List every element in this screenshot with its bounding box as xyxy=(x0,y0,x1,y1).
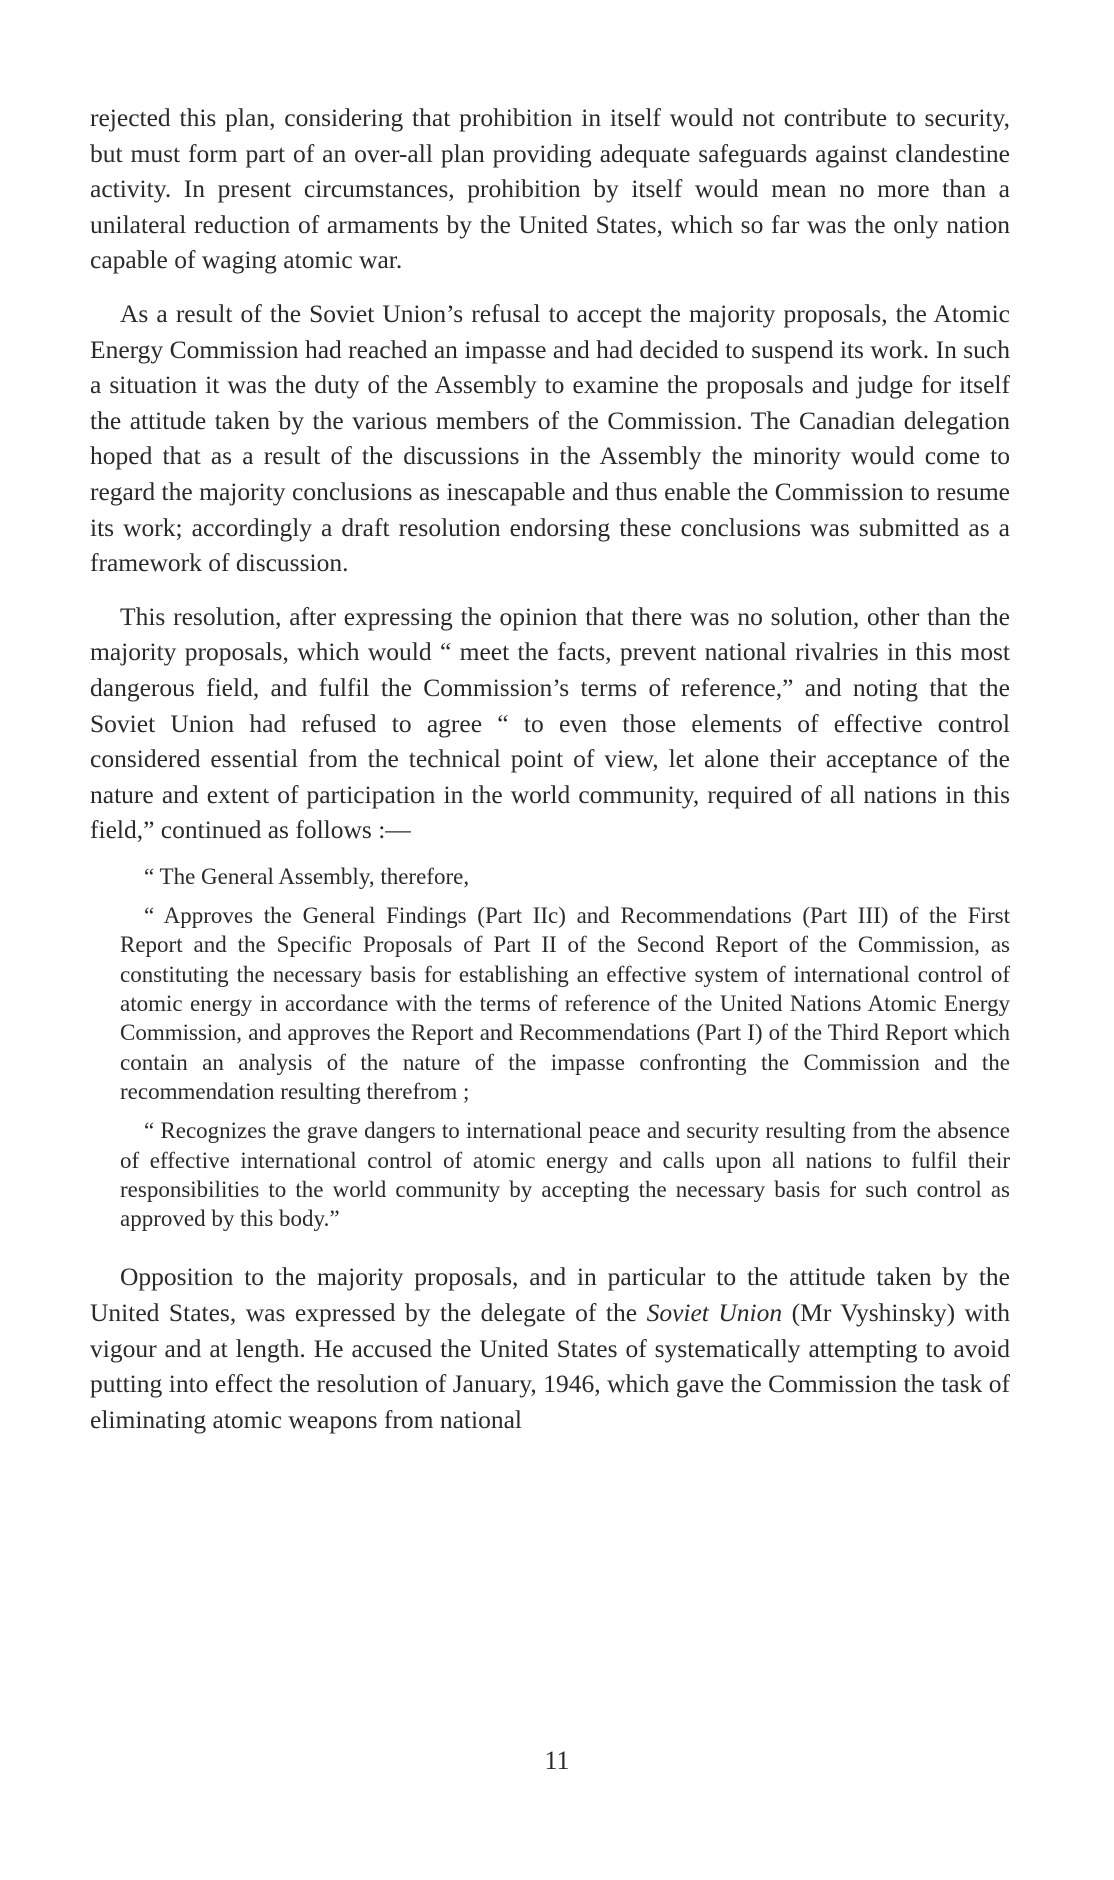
paragraph-4-end: (Mr Vyshinsky) with vigour and at length. He accused the United States of systematically attempting to avoid putting into effect the resolution of January, 1946, which gave the Commission the task of eliminating atomic weapons from national xyxy=(90,1298,1010,1434)
page-number: 11 xyxy=(544,1746,570,1775)
paragraph-4-italic: Soviet Union xyxy=(646,1298,783,1328)
quote-1: “ The General Assembly, therefore, xyxy=(144,863,470,889)
paragraph-1: rejected this plan, considering that prohibition in itself would not contribute to security, but must form part of an over-all plan providing adequate safeguards against clandestine activity. In present circumstances, prohibition by itself would mean no more than a unilateral reduction of armaments by the United States, which so far was the only nation capable of waging atomic war. xyxy=(90,103,1010,275)
quote-3: “ Recognizes the grave dangers to international peace and security resulting from the absence of effective international control of atomic energy and calls upon all nations to fulfil their responsibilities to the world community by accepting the necessary basis for such control as approved by this body.” xyxy=(120,1118,1010,1232)
quote-2: “ Approves the General Findings (Part IIc) and Recommendations (Part III) of the First Report and the Specific Proposals of Part II of the Second Report of the Commission, as constituting the necessary basis for establishing an effective system of international control of atomic energy in accordance with the terms of reference of the United Nations Atomic Energy Commission, and approves the Report and Recommendations (Part I) of the Third Report which contain an analysis of the nature of the impasse confronting the Commission and the recommendation resulting therefrom ; xyxy=(120,903,1010,1104)
paragraph-3: This resolution, after expressing the opinion that there was no solution, other than the majority proposals, which would “ meet the facts, prevent national rivalries in this most dangerous field, and fulfil the Commission’s terms of reference,” and noting that the Soviet Union had refused to agree “ to even those elements of effective control considered essential from the technical point of view, let alone their acceptance of the nature and extent of participation in the world community, required of all nations in this field,” continued as follows :— xyxy=(90,601,1010,845)
body-text xyxy=(90,100,1010,1437)
paragraph-4-start: Opposition to the majority proposals, and in particular to the attitude taken by the United States, was expressed by the delegate of the xyxy=(90,1262,1010,1328)
paragraph-2: As a result of the Soviet Union’s refusal to accept the majority proposals, the Atomic Energy Commission had reached an impasse and had decided to suspend its work. In such a situation it was the duty of the Assembly to examine the proposals and judge for itself the attitude taken by the various members of the Commission. The Canadian delegation hoped that as a result of the discussions in the Assembly the minority would come to regard the majority conclusions as inescapable and thus enable the Commission to resume its work; accordingly a draft resolution endorsing these conclusions was submitted as a framework of discussion. xyxy=(90,298,1010,578)
paragraph-4 xyxy=(90,1259,1010,1437)
